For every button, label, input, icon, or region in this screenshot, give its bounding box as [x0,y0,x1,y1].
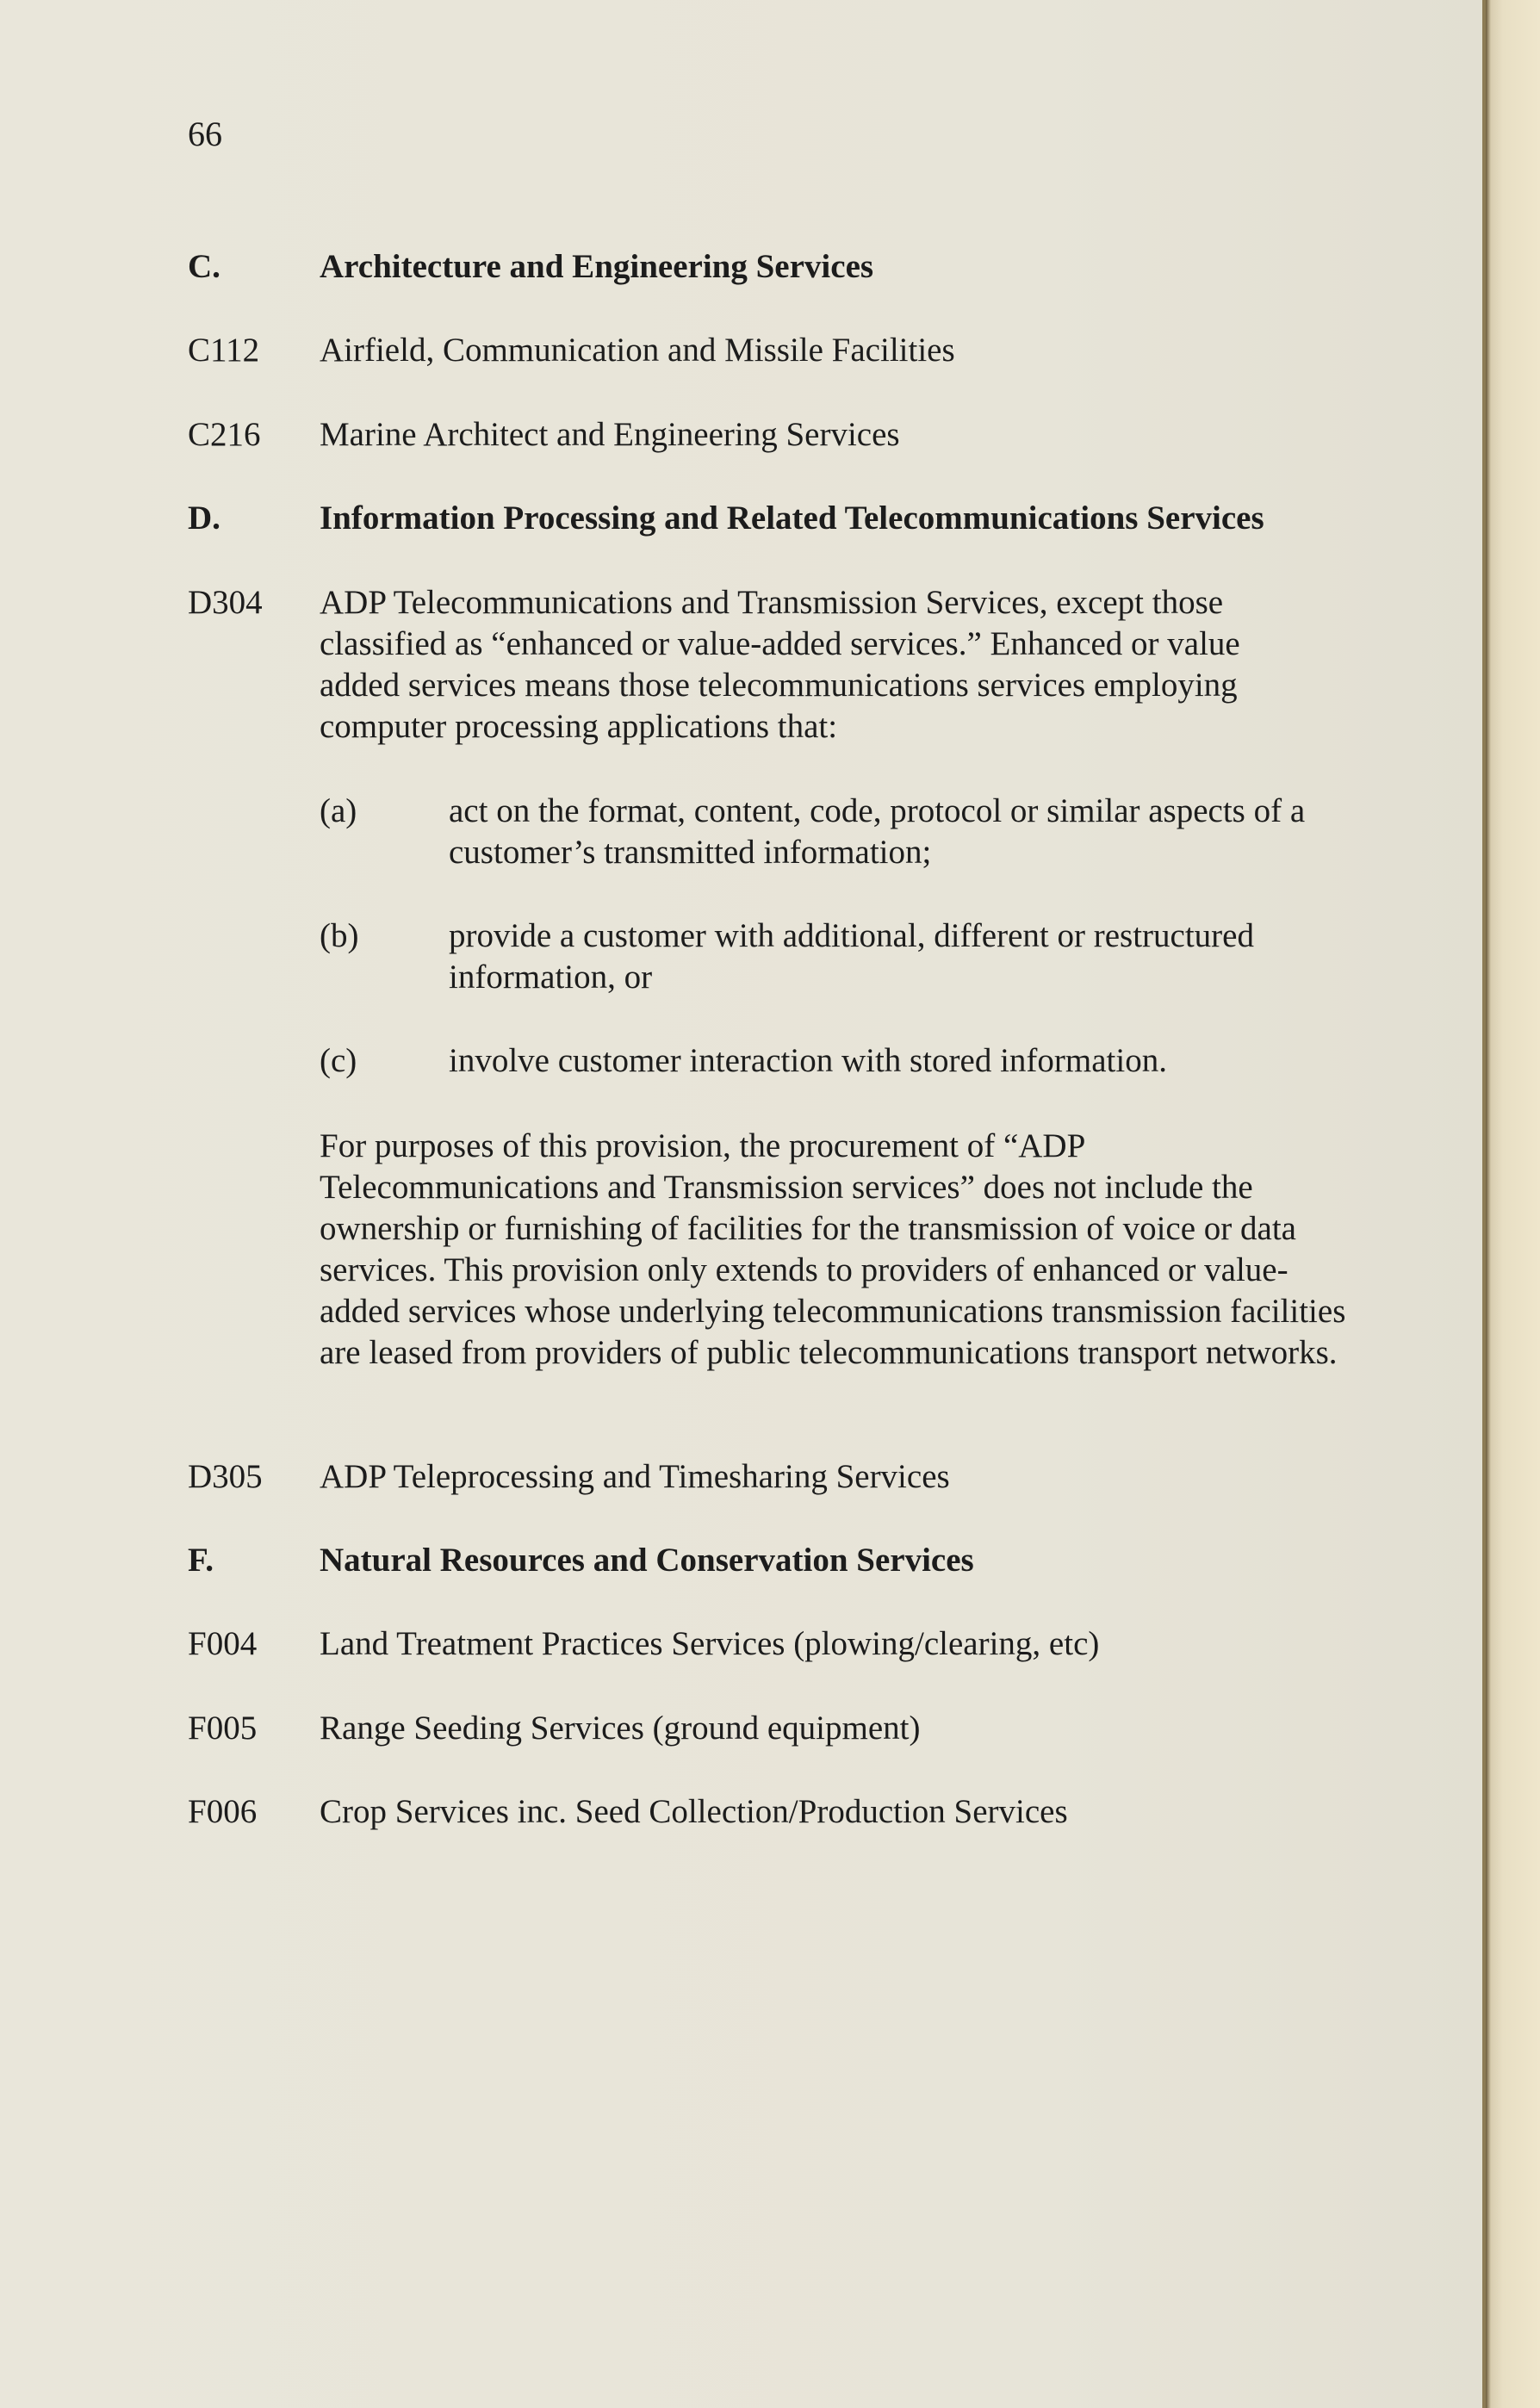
item-code: F006 [188,1793,258,1830]
item-text: Range Seeding Services (ground equipment) [320,1710,921,1747]
item-text: ADP Teleprocessing and Timesharing Services [320,1458,950,1495]
item-code: F005 [188,1710,258,1747]
section-title: Natural Resources and Conservation Services [320,1542,974,1579]
page-number: 66 [188,115,222,153]
item-text: Land Treatment Practices Services (plowing/clearing, etc) [320,1625,1100,1662]
section-heading-f [188,1540,1344,1581]
d304-paragraph: For purposes of this provision, the procurement of “ADP Telecommunications and Transmission services” does not include the ownership or furnishing of facilities for the transmission of voice or data services. This provision only extends to providers of enhanced or value-added services whose underlying telecommunications transmission facilities are leased from providers of public telecommunications transport networks. [320,1127,1346,1371]
book-page-edge [1486,0,1540,2408]
list-item-f004 [188,1623,1344,1665]
item-code: C216 [188,416,261,453]
sub-item-b [320,915,1362,998]
item-text: Airfield, Communication and Missile Facilities [320,332,955,369]
item-code: D305 [188,1458,263,1495]
section-code: D. [188,500,220,537]
sub-item-text: act on the format, content, code, protocol or similar aspects of a customer’s transmitted information; [449,792,1306,871]
item-code: F004 [188,1625,258,1662]
sub-item-label: (c) [320,1042,357,1079]
section-title: Information Processing and Related Telecommunications Services [320,500,1264,537]
sub-item-c [320,1040,1362,1082]
sub-item-text: provide a customer with additional, different or restructured information, or [449,917,1254,996]
section-code: C. [188,248,220,285]
list-item-d305 [188,1456,1344,1498]
list-item-c112 [188,330,1344,371]
list-item-d304 [188,582,1310,748]
section-title: Architecture and Engineering Services [320,248,874,285]
sub-item-label: (a) [320,792,357,829]
sub-item-text: involve customer interaction with stored information. [449,1042,1167,1079]
item-text: Crop Services inc. Seed Collection/Production Services [320,1793,1068,1830]
list-item-f006 [188,1791,1344,1833]
list-item-f005 [188,1708,1344,1749]
section-heading-d [188,498,1491,539]
list-item-c216 [188,414,1344,456]
item-code: D304 [188,584,263,621]
section-code: F. [188,1542,214,1579]
item-text: ADP Telecommunications and Transmission Services, except those classified as “enhanced or value-added services.” Enhanced or value added services means those telecommunications services employing computer processing applications that: [320,584,1240,745]
item-text: Marine Architect and Engineering Services [320,416,900,453]
sub-item-a [320,791,1362,873]
item-code: C112 [188,332,260,369]
section-heading-c [188,246,1344,288]
sub-item-label: (b) [320,917,359,954]
